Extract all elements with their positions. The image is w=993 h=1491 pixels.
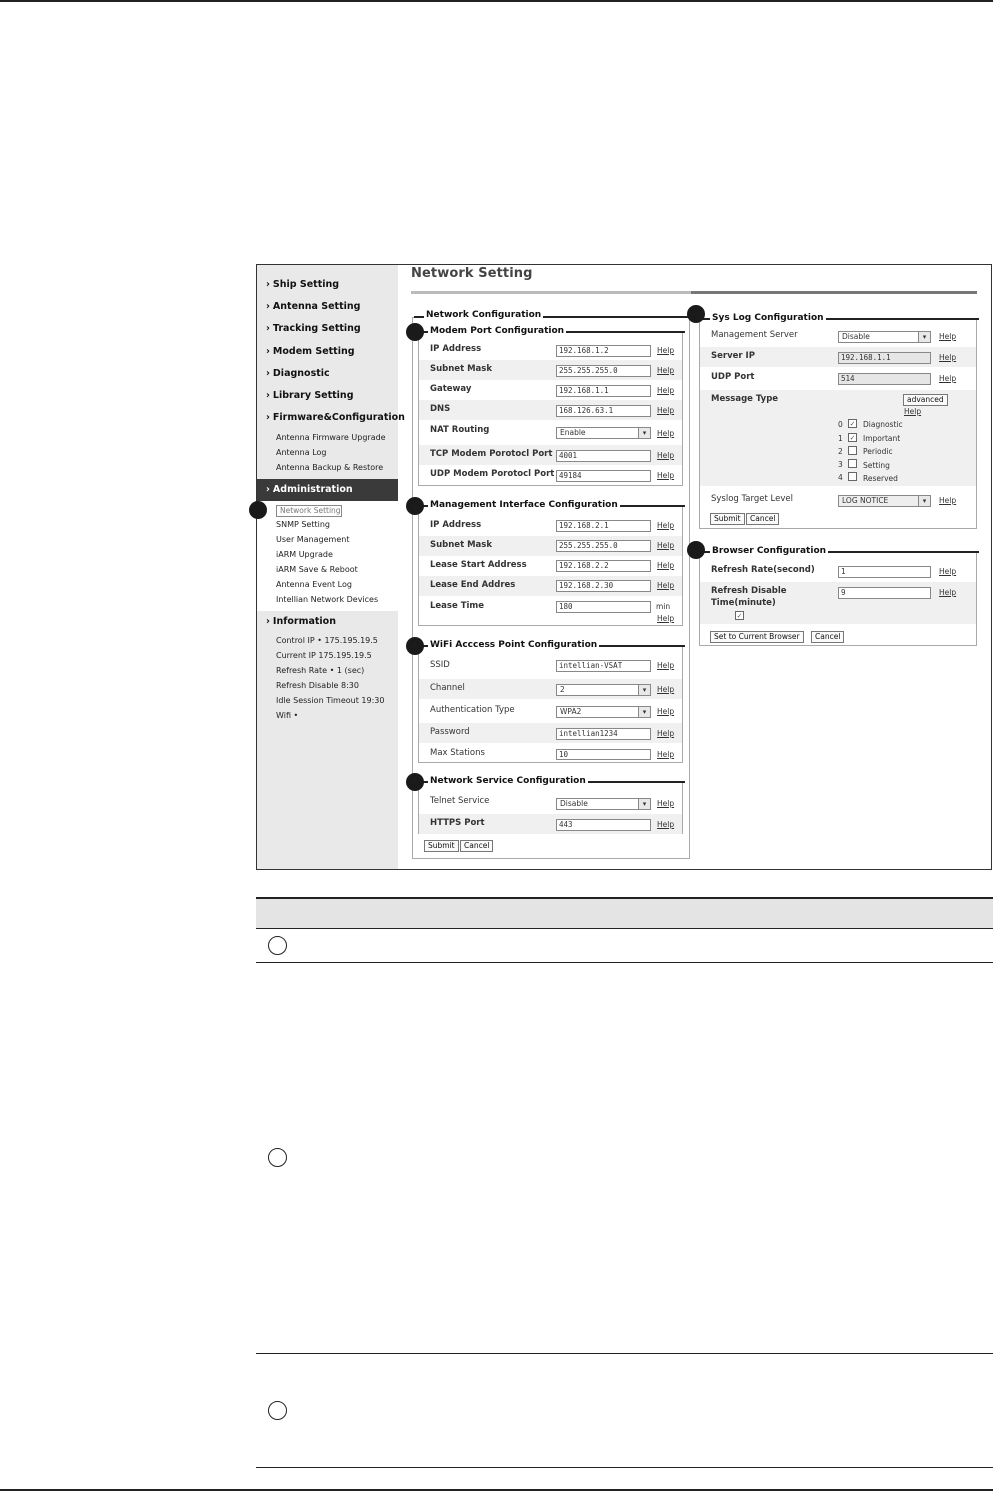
field-label: HTTPS Port <box>430 818 485 828</box>
sidebar-library-setting[interactable] <box>266 390 354 401</box>
callout-dot-browser <box>687 541 705 559</box>
msg-type-name: Diagnostic <box>863 420 903 429</box>
info-refresh-disable: Refresh Disable 8:30 <box>276 681 359 690</box>
ssid-input[interactable]: intellian-VSAT <box>556 660 651 672</box>
callout-dot-management <box>406 497 424 515</box>
periodic-checkbox[interactable] <box>848 446 857 455</box>
network-configuration-legend: Network Configuration <box>426 310 542 320</box>
field-label: Gateway <box>430 384 472 394</box>
setting-checkbox[interactable] <box>848 459 857 468</box>
channel-select[interactable] <box>556 684 651 696</box>
telnet-service-select[interactable] <box>556 798 651 810</box>
modem-subnet-input[interactable]: 255.255.255.0 <box>556 365 651 377</box>
help-link[interactable]: Help <box>657 729 675 738</box>
msg-type-num: 2 <box>838 447 843 456</box>
field-label: IP Address <box>430 344 482 354</box>
msg-type-num: 4 <box>838 473 843 482</box>
tcp-port-input[interactable]: 4001 <box>556 450 651 462</box>
network-cancel-button[interactable]: Cancel <box>460 840 493 852</box>
field-label: SSID <box>430 660 450 670</box>
important-checkbox[interactable]: ✓ <box>849 434 856 442</box>
target-level-select[interactable] <box>838 495 931 507</box>
server-ip-input[interactable]: 192.168.1.1 <box>838 352 931 364</box>
info-current-ip: Current IP 175.195.19.5 <box>276 651 372 660</box>
field-label: Subnet Mask <box>430 540 493 550</box>
field-label: Refresh Rate(second) <box>711 565 815 575</box>
help-link[interactable]: Help <box>939 332 957 341</box>
field-label: DNS <box>430 404 451 414</box>
field-label: Server IP <box>711 351 755 361</box>
info-idle-session-timeout: Idle Session Timeout 19:30 <box>276 696 385 705</box>
syslog-group <box>699 319 977 529</box>
syslog-udp-port-input[interactable]: 514 <box>838 373 931 385</box>
chevron-down-icon[interactable]: ▾ <box>638 685 650 695</box>
callout-dot-service <box>406 773 424 791</box>
chevron-down-icon[interactable]: ▾ <box>638 799 650 809</box>
lease-start-input[interactable]: 192.168.2.2 <box>556 560 651 572</box>
field-label: IP Address <box>430 520 482 530</box>
sidebar-item-snmp-setting[interactable]: SNMP Setting <box>276 520 330 529</box>
table-header <box>256 899 993 928</box>
help-link[interactable]: Help <box>939 496 957 505</box>
info-refresh-rate: Refresh Rate • 1 (sec) <box>276 666 365 675</box>
field-label: Lease Time <box>430 601 485 611</box>
management-interface-group <box>418 506 683 626</box>
sidebar-item-user-management[interactable]: User Management <box>276 535 350 544</box>
table-row-2-rule <box>256 1353 993 1354</box>
info-wifi: Wifi • <box>276 711 299 720</box>
modem-gateway-input[interactable]: 192.168.1.1 <box>556 385 651 397</box>
help-link[interactable]: Help <box>939 374 957 383</box>
help-link[interactable]: Help <box>904 407 922 416</box>
page-top-rule <box>0 0 993 2</box>
msg-type-num: 1 <box>838 434 843 443</box>
sidebar-diagnostic[interactable] <box>266 368 330 379</box>
sidebar-antenna-setting[interactable] <box>266 301 360 312</box>
management-server-select[interactable] <box>838 331 931 343</box>
select-value: Disable <box>842 332 870 341</box>
lease-time-unit: min <box>656 602 671 611</box>
chevron-icon: › <box>266 346 270 357</box>
field-label: TCP Modem Porotocl Port <box>430 449 553 459</box>
chevron-icon: › <box>266 323 270 334</box>
sidebar-information[interactable] <box>266 616 336 627</box>
sidebar-item-antenna-firmware-upgrade[interactable]: Antenna Firmware Upgrade <box>276 433 386 442</box>
msg-type-num: 0 <box>838 420 843 429</box>
sidebar-item-iarm-upgrade[interactable]: iARM Upgrade <box>276 550 333 559</box>
help-link[interactable]: Help <box>657 614 675 623</box>
help-link[interactable]: Help <box>657 661 675 670</box>
modem-dns-input[interactable]: 168.126.63.1 <box>556 405 651 417</box>
chevron-down-icon[interactable]: ▾ <box>638 707 650 717</box>
select-value: Disable <box>560 799 588 808</box>
field-label: Lease End Addres <box>430 580 516 590</box>
info-control-ip: Control IP • 175.195.19.5 <box>276 636 378 645</box>
sidebar-administration-band[interactable] <box>257 479 398 501</box>
mgmt-subnet-input[interactable]: 255.255.255.0 <box>556 540 651 552</box>
help-link[interactable]: Help <box>657 386 675 395</box>
msg-type-num: 3 <box>838 460 843 469</box>
network-service-group <box>418 782 683 834</box>
nat-routing-select[interactable] <box>556 427 651 439</box>
chevron-down-icon[interactable]: ▾ <box>638 428 650 438</box>
screenshot-frame <box>256 264 992 870</box>
sidebar-heading-label: Tracking Setting <box>272 323 361 334</box>
field-label: Authentication Type <box>430 705 515 715</box>
chevron-down-icon[interactable]: ▾ <box>918 496 930 506</box>
refresh-rate-input[interactable]: 1 <box>838 566 931 578</box>
chevron-icon: › <box>266 301 270 312</box>
table-row-1-circle <box>268 936 287 955</box>
chevron-icon: › <box>266 390 270 401</box>
help-link[interactable]: Help <box>657 366 675 375</box>
chevron-icon: › <box>266 368 270 379</box>
sidebar-heading-label: Library Setting <box>272 390 354 401</box>
field-label: UDP Modem Porotocl Port <box>430 469 555 479</box>
browser-legend: Browser Configuration <box>712 546 827 556</box>
wifi-password-input[interactable]: intellian1234 <box>556 728 651 740</box>
mgmt-ip-input[interactable]: 192.168.2.1 <box>556 520 651 532</box>
lease-time-input[interactable]: 180 <box>556 601 651 613</box>
sidebar-item-iarm-save-reboot[interactable]: iARM Save & Reboot <box>276 565 358 574</box>
wifi-legend: WiFi Acccess Point Configuration <box>430 640 598 650</box>
msg-type-name: Setting <box>863 461 890 470</box>
help-link[interactable]: Help <box>657 799 675 808</box>
field-label: Telnet Service <box>430 796 490 806</box>
wifi-group <box>418 646 683 763</box>
lease-end-input[interactable]: 192.168.2.30 <box>556 580 651 592</box>
help-link[interactable]: Help <box>657 820 675 829</box>
https-port-input[interactable]: 443 <box>556 819 651 831</box>
sidebar-item-antenna-log[interactable]: Antenna Log <box>276 448 327 457</box>
callout-dot-wifi <box>406 637 424 655</box>
syslog-submit-button[interactable]: Submit <box>710 513 745 525</box>
sidebar-heading-label: Diagnostic <box>272 368 330 379</box>
field-label: Refresh Disable <box>711 586 787 596</box>
sidebar-heading-label: Antenna Setting <box>272 301 361 312</box>
sidebar-heading-label: Ship Setting <box>272 279 340 290</box>
modem-port-legend: Modem Port Configuration <box>430 326 565 336</box>
browser-group <box>699 552 977 646</box>
help-link[interactable]: Help <box>657 521 675 530</box>
max-stations-input[interactable]: 10 <box>556 749 651 760</box>
refresh-disable-checkbox[interactable]: ✓ <box>736 612 743 620</box>
title-underline-accent <box>411 291 691 294</box>
field-label: Channel <box>430 683 465 693</box>
page-title: Network Setting <box>411 266 533 281</box>
sidebar-heading-label: Information <box>272 616 336 627</box>
modem-ip-input[interactable]: 192.168.1.2 <box>556 345 651 357</box>
udp-port-input[interactable]: 49184 <box>556 470 651 482</box>
modem-port-group <box>418 332 683 486</box>
help-link[interactable]: Help <box>939 353 957 362</box>
sidebar-modem-setting[interactable] <box>266 346 355 357</box>
callout-dot-modem-port <box>406 323 424 341</box>
help-link[interactable]: Help <box>657 541 675 550</box>
select-value: 2 <box>560 685 565 694</box>
syslog-cancel-button[interactable]: Cancel <box>746 513 779 525</box>
field-label: Subnet Mask <box>430 364 493 374</box>
table-row-2-circle <box>268 1148 287 1167</box>
sidebar-heading-label: Firmware&Configuration <box>272 412 405 423</box>
reserved-checkbox[interactable] <box>848 472 857 481</box>
msg-type-name: Important <box>863 434 901 443</box>
table-header-rule <box>256 928 993 929</box>
set-current-browser-button[interactable]: Set to Current Browser <box>710 631 804 643</box>
table-row-1-rule <box>256 962 993 963</box>
chevron-icon: › <box>266 279 270 290</box>
field-label: Max Stations <box>430 748 485 758</box>
help-link[interactable]: Help <box>657 346 675 355</box>
sidebar-item-antenna-event-log[interactable]: Antenna Event Log <box>276 580 352 589</box>
chevron-icon: › <box>266 484 270 495</box>
field-label: Lease Start Address <box>430 560 527 570</box>
refresh-disable-input[interactable]: 9 <box>838 587 931 599</box>
chevron-down-icon[interactable]: ▾ <box>918 332 930 342</box>
help-link[interactable]: Help <box>657 685 675 694</box>
sidebar-heading-label: Administration <box>272 484 353 495</box>
chevron-icon: › <box>266 616 270 627</box>
help-link[interactable]: Help <box>657 561 675 570</box>
callout-dot-syslog <box>687 305 705 323</box>
sidebar-tracking-setting[interactable] <box>266 323 361 334</box>
select-value: LOG NOTICE <box>842 496 889 505</box>
field-label: Message Type <box>711 394 779 404</box>
table-row-3-circle <box>268 1401 287 1420</box>
select-value: Enable <box>560 428 586 437</box>
field-label: NAT Routing <box>430 425 490 435</box>
callout-dot-network-setting <box>249 501 267 519</box>
advanced-button[interactable]: advanced <box>903 394 948 406</box>
msg-type-name: Reserved <box>863 474 898 483</box>
help-link[interactable]: Help <box>657 451 675 460</box>
table-bottom-rule <box>256 1467 993 1468</box>
select-value: WPA2 <box>560 707 582 716</box>
field-label: Management Server <box>711 330 798 340</box>
sidebar-firmware-configuration[interactable] <box>266 412 405 423</box>
sidebar-item-antenna-backup-restore[interactable]: Antenna Backup & Restore <box>276 463 384 472</box>
syslog-legend: Sys Log Configuration <box>712 313 824 323</box>
help-link[interactable]: Help <box>657 471 675 480</box>
msg-type-name: Periodic <box>863 447 893 456</box>
sidebar-item-intellian-network-devices[interactable]: Intellian Network Devices <box>276 595 379 604</box>
sidebar-ship-setting[interactable] <box>266 279 339 290</box>
field-label: Password <box>430 727 470 737</box>
sidebar-item-network-setting[interactable]: Network Setting <box>276 505 342 517</box>
help-link[interactable]: Help <box>939 567 957 576</box>
management-legend: Management Interface Configuration <box>430 500 618 510</box>
help-link[interactable]: Help <box>657 406 675 415</box>
main-content <box>398 265 992 869</box>
help-link[interactable]: Help <box>657 707 675 716</box>
diagnostic-checkbox[interactable]: ✓ <box>849 420 856 428</box>
network-submit-button[interactable]: Submit <box>424 840 459 852</box>
help-link[interactable]: Help <box>939 588 957 597</box>
help-link[interactable]: Help <box>657 750 675 759</box>
help-link[interactable]: Help <box>657 429 675 438</box>
service-legend: Network Service Configuration <box>430 776 586 786</box>
chevron-icon: › <box>266 412 270 423</box>
sidebar-administration <box>266 484 353 495</box>
browser-cancel-button[interactable]: Cancel <box>811 631 844 643</box>
field-label: UDP Port <box>711 372 755 382</box>
sidebar-heading-label: Modem Setting <box>272 346 355 357</box>
help-link[interactable]: Help <box>657 581 675 590</box>
auth-type-select[interactable] <box>556 706 651 718</box>
field-label: Time(minute) <box>711 598 776 608</box>
field-label: Syslog Target Level <box>711 494 793 504</box>
sidebar <box>257 265 405 869</box>
